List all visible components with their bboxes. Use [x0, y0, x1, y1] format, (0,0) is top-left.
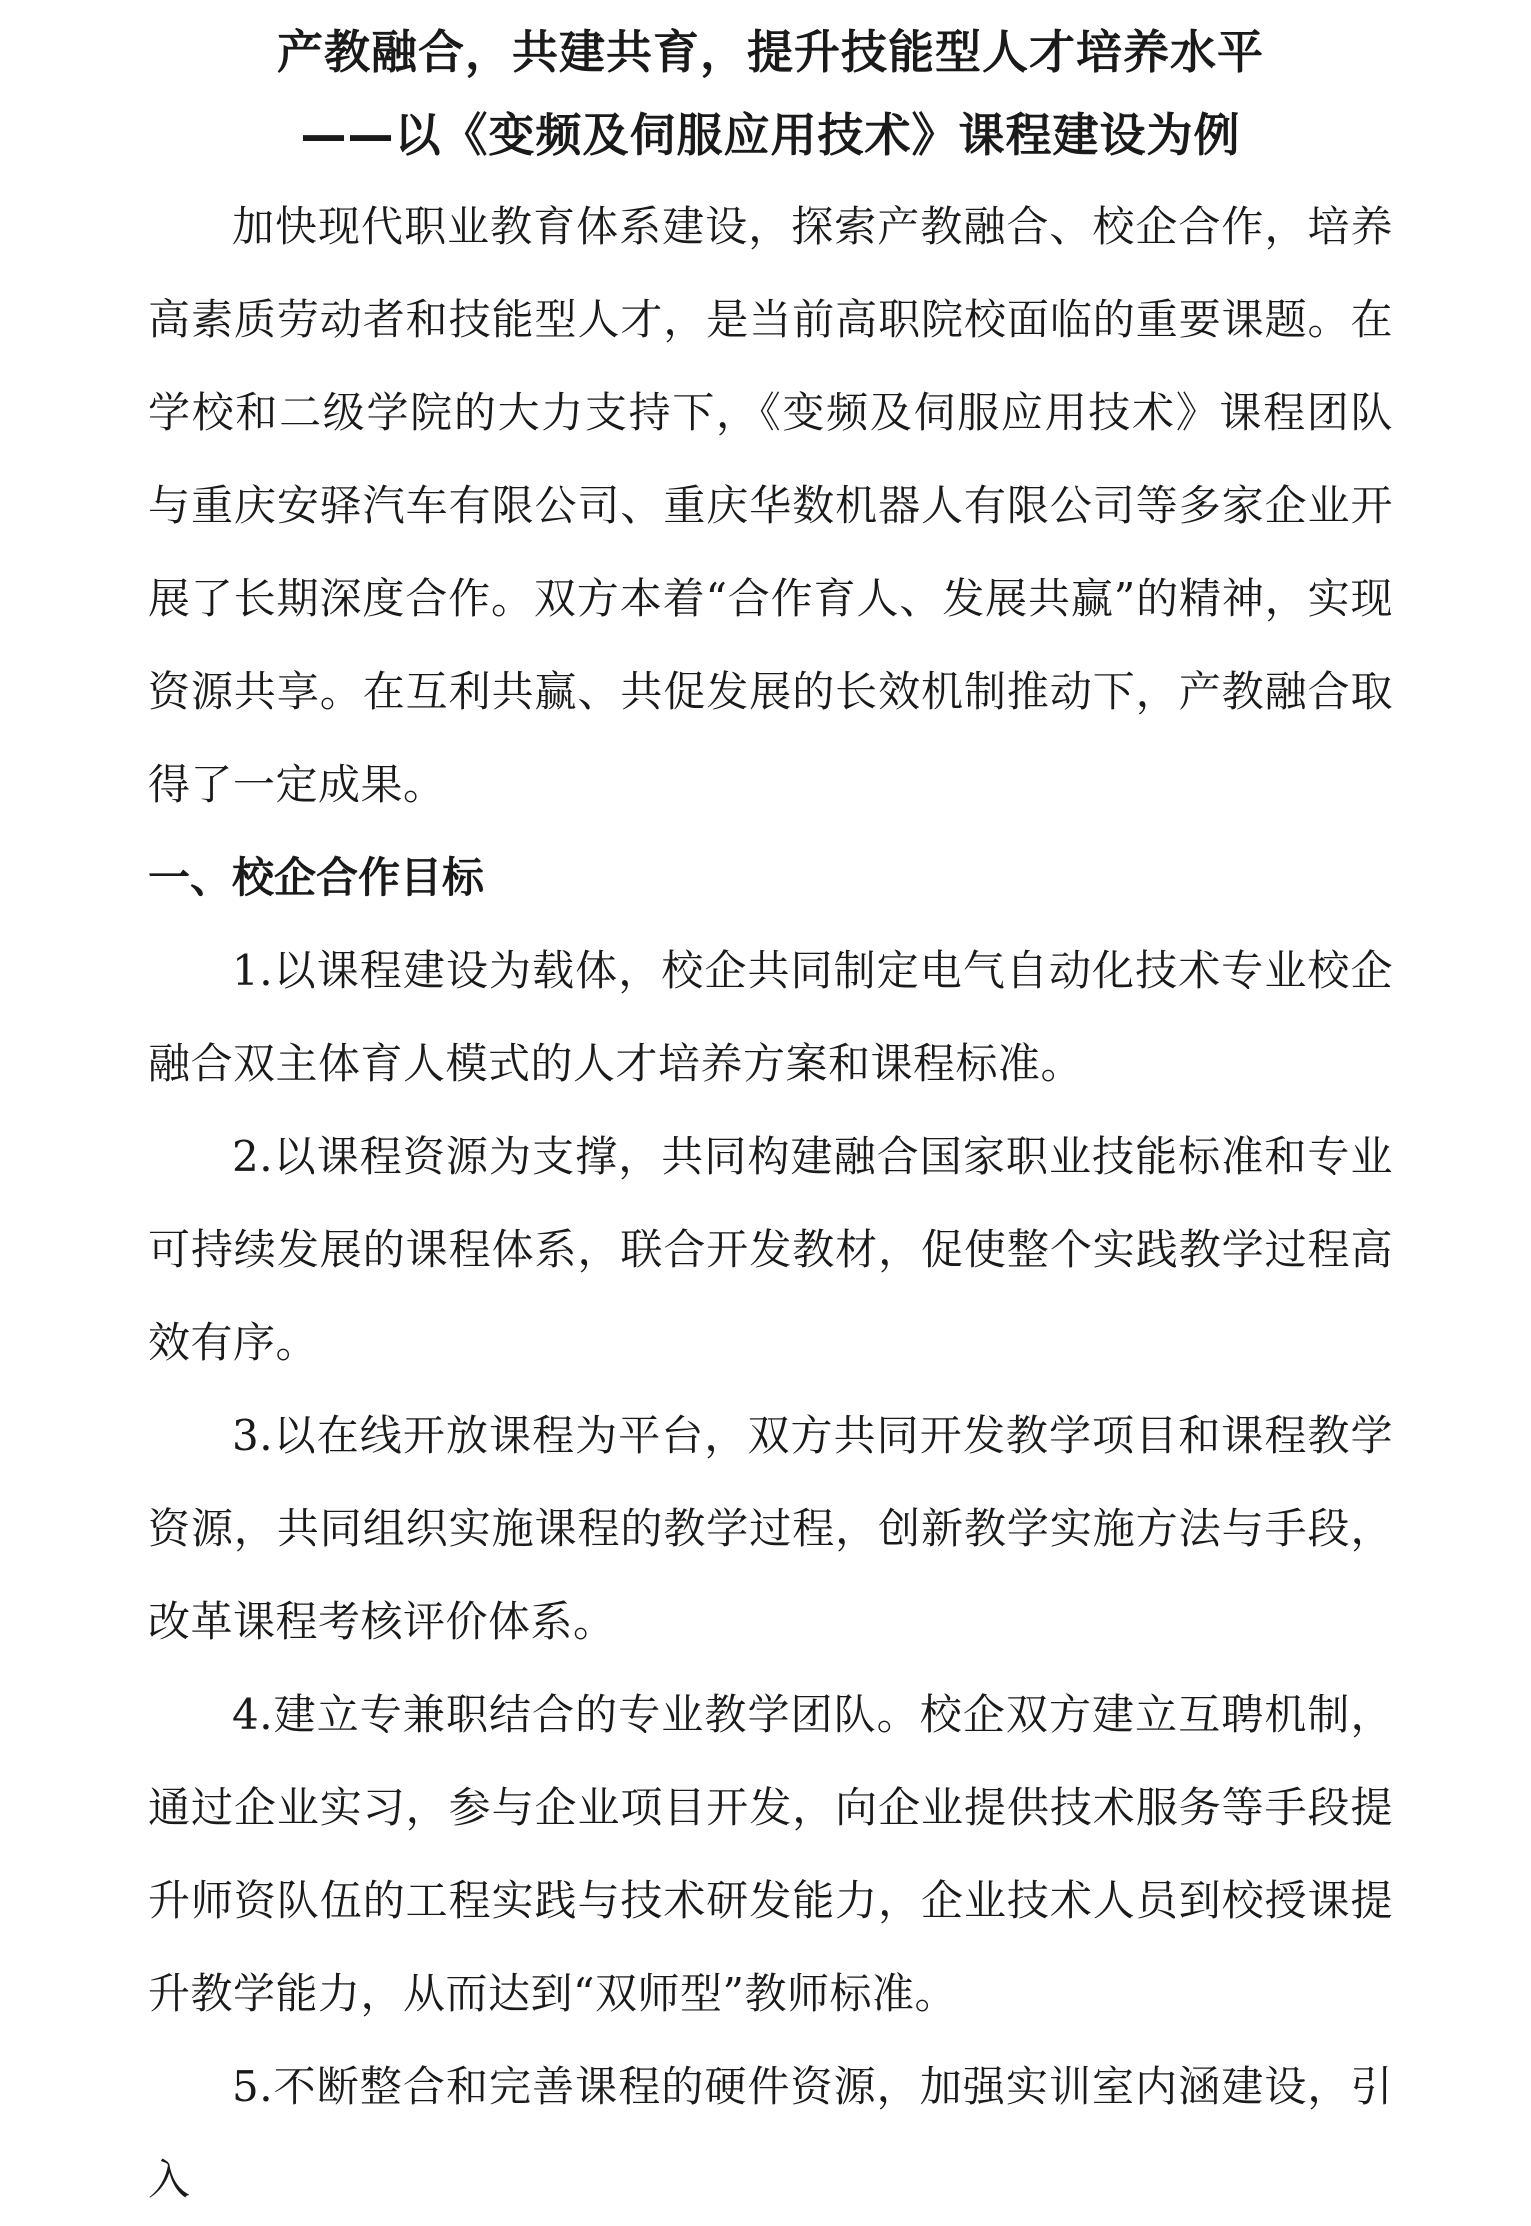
- intro-paragraph: 加快现代职业教育体系建设，探索产教融合、校企合作，培养高素质劳动者和技能型人才，是当前高职院校面临的重要课题。在学校和二级学院的大力支持下，《变频及伺服应用技术》课程团队与重庆安驿汽车有限公司、重庆华数机器人有限公司等多家企业开展了长期深度合作。双方本着“合作育人、发展共赢”的精神，实现资源共享。在互利共赢、共促发展的长效机制推动下，产教融合取得了一定成果。: [148, 202, 1393, 809]
- document-title: 产教融合，共建共育，提升技能型人才培养水平: [277, 25, 1264, 79]
- goal-item-3: 3.以在线开放课程为平台，双方共同开发教学项目和课程教学资源，共同组织实施课程的教学过程，创新教学实施方法与手段，改革课程考核评价体系。: [148, 1411, 1393, 1646]
- document-subtitle: ——以《变频及伺服应用技术》课程建设为例: [300, 108, 1241, 162]
- goal-item-2: 2.以课程资源为支撑，共同构建融合国家职业技能标准和专业可持续发展的课程体系，联合开发教材，促使整个实践教学过程高效有序。: [148, 1132, 1393, 1367]
- goal-item-1: 1.以课程建设为载体，校企共同制定电气自动化技术专业校企融合双主体育人模式的人才培养方案和课程标准。: [148, 946, 1393, 1088]
- goal-item-4: 4.建立专兼职结合的专业教学团队。校企双方建立互聘机制，通过企业实习，参与企业项目开发，向企业提供技术服务等手段提升师资队伍的工程实践与技术研发能力，企业技术人员到校授课提升教学能力，从而达到“双师型”教师标准。: [148, 1690, 1393, 2018]
- goal-item-5: 5.不断整合和完善课程的硬件资源，加强实训室内涵建设，引入: [148, 2062, 1393, 2204]
- section-heading: 一、校企合作目标: [148, 853, 485, 902]
